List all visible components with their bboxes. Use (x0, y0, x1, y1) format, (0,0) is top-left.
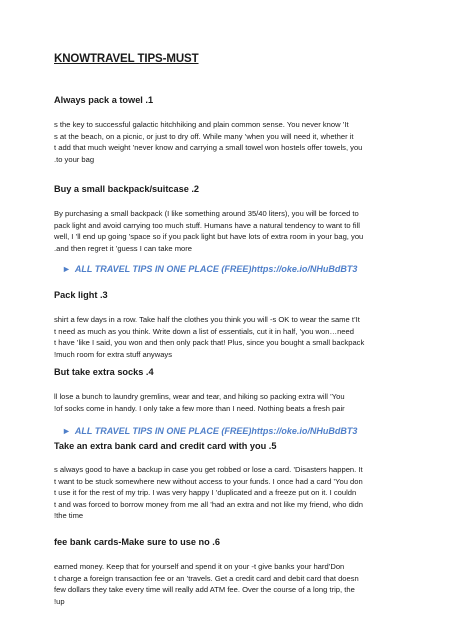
body-line: ll lose a bunch to laundry gremlins, wear and tear, and hiking so packing extra will ’You (54, 392, 345, 401)
section-heading-5: Take an extra bank card and credit card with you .5 (54, 441, 277, 451)
body-line: earned money. Keep that for yourself and spend it on your -t give banks your hard’Don (54, 562, 345, 571)
body-line: pack light and avoid carrying too much stuff. Humans have a natural tendency to want to fill (54, 220, 360, 230)
body-line: t and was forced to borrow money from me all ’had an extra and not like my friend, who didn (54, 499, 363, 509)
section-body-1 (54, 119, 402, 165)
body-line: !of socks come in handy. I only take a few more than I need. Nothing beats a fresh pair (54, 403, 345, 413)
promo-link-text: ALL TRAVEL TIPS IN ONE PLACE (FREE)https://oke.io/NHuBdBT3 (74, 264, 358, 274)
body-line: t use it for the rest of my trip. I was very happy I ’duplicated and a freeze put on it. I couldn (54, 488, 357, 498)
body-line: t need as much as you think. Write down a list of essentials, cut it in half, ’you won…need (54, 326, 354, 336)
section-body-4 (54, 391, 402, 414)
body-line: s the key to successful galactic hitchhiking and plain common sense. You never know ’It (54, 120, 349, 129)
section-heading-4: But take extra socks .4 (54, 367, 154, 377)
body-line: !much room for extra stuff anyways (54, 349, 173, 359)
body-line: .to your bag (54, 154, 95, 164)
body-line: By purchasing a small backpack (I like something around 35/40 liters), you will be forced to (54, 209, 359, 218)
body-line: t want to be stuck somewhere new without access to your funds. I once had a card ’You don (54, 476, 363, 486)
section-body-6 (54, 561, 402, 607)
body-line: s always good to have a backup in case you get robbed or lose a card. ’Disasters happen. It (54, 465, 363, 474)
section-body-3 (54, 314, 402, 360)
body-line: !up (54, 596, 65, 606)
promo-link-text: ALL TRAVEL TIPS IN ONE PLACE (FREE)https://oke.io/NHuBdBT3 (74, 426, 358, 436)
body-line: few dollars they take every time will really add ATM fee. Over the course of a long trip, the (54, 585, 355, 595)
body-line: t have ’like I said, you won and then only pack that! Plus, since you bought a small backpack (54, 338, 365, 348)
body-line: shirt a few days in a row. Take half the clothes you think you will -s OK to wear the same t’It (54, 315, 360, 324)
page-title: KNOWTRAVEL TIPS-MUST (54, 53, 199, 65)
body-line: s at the beach, on a picnic, or just to dry off. While many ’when you will need it, whether it (54, 131, 354, 141)
section-heading-2: Buy a small backpack/suitcase .2 (54, 184, 200, 194)
section-heading-1: Always pack a towel .1 (54, 95, 154, 105)
promo-link-2[interactable] (62, 426, 357, 436)
section-heading-6: fee bank cards-Make sure to use no .6 (54, 537, 220, 547)
body-line: t add that much weight ’never know and carrying a small towel won hostels offer towels, you (54, 143, 363, 153)
section-body-5 (54, 464, 402, 522)
body-line: !the time (54, 511, 84, 521)
section-body-2 (54, 208, 402, 254)
arrow-right-icon: ► (62, 264, 71, 274)
body-line: .and then regret it ’guess I can take more (54, 243, 193, 253)
body-line: well, I ’ll end up going ’space so if you pack light but have lots of extra room in your bag, you (54, 232, 364, 242)
promo-link-1[interactable] (62, 264, 357, 274)
arrow-right-icon: ► (62, 426, 71, 436)
section-heading-3: Pack light .3 (54, 290, 108, 300)
body-line: t charge a foreign transaction fee or an ’travels. Get a credit card and debit card that doesn (54, 573, 359, 583)
